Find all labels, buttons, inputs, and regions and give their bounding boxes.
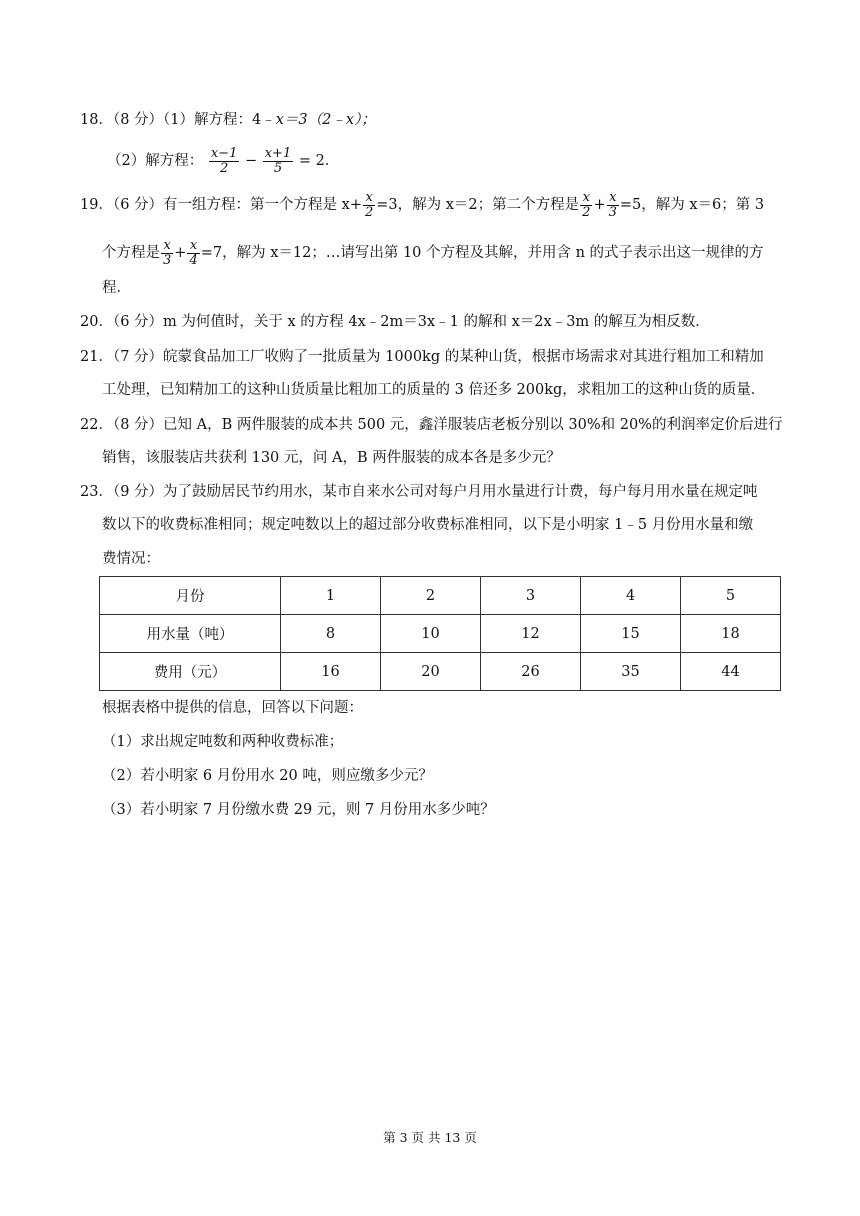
table-row xyxy=(100,577,781,615)
q19-line1: 19．（6 分）有一组方程：第一个方程是 x+ $\frac{x}{2}$ =3，解为 x＝2；第二个方程是 $\frac{x}{2}$ + $\frac{x}{3}$ =5，解为 x＝6；第 3 xyxy=(80,189,765,220)
table-cell: 16 xyxy=(281,653,381,691)
q23-sub2: （2）若小明家 6 月份用水 20 吨，则应缴多少元？ xyxy=(102,768,433,784)
table-cell: 费用（元） xyxy=(100,653,281,691)
q23-line3: 费情况： xyxy=(102,551,160,567)
q18-line1 xyxy=(80,110,376,130)
table-cell: 月份 xyxy=(100,577,281,615)
table-cell: 1 xyxy=(281,577,381,615)
q18-label: 18．（8 分）（1）解方程：4﹣ xyxy=(80,112,276,128)
q18-sub2-label: （2）解方程： xyxy=(107,153,204,169)
q19-frac-b: $\frac{x}{2}$ xyxy=(582,189,591,220)
q21-line2: 工处理，已知精加工的这种山货质量比粗加工的质量的 3 倍还多 200kg，求粗加工的这种山货的质量． xyxy=(102,382,766,398)
table-cell: 18 xyxy=(681,615,781,653)
q22-line1: 22．（8 分）已知 A，B 两件服装的成本共 500 元，鑫洋服装店老板分别以 30%和 20%的利润率定价后进行 xyxy=(80,417,783,433)
table-cell: 20 xyxy=(381,653,481,691)
table-row xyxy=(100,653,781,691)
q18-line2: （2）解方程： $\frac{x-1}{2}$ − $\frac{x+1}{5}$ = 2． xyxy=(107,145,340,176)
table-cell: 8 xyxy=(281,615,381,653)
table-cell: 用水量（吨） xyxy=(100,615,281,653)
q19-line2: 个方程是 $\frac{x}{3}$ + $\frac{x}{4}$ =7，解为 x＝12；…请写出第 10 个方程及其解，并用含 n 的式子表示出这一规律的方 xyxy=(102,237,764,268)
q22-line2: 销售，该服装店共获利 130 元，问 A，B 两件服装的成本各是多少元？ xyxy=(102,450,561,466)
q18-frac1: $\frac{x-1}{2}$ xyxy=(210,145,238,176)
table-row xyxy=(100,615,781,653)
q23-after-table: 根据表格中提供的信息，回答以下问题： xyxy=(102,700,363,716)
q19-frac-a: $\frac{x}{2}$ xyxy=(364,189,374,220)
q23-line2: 数以下的收费标准相同；规定吨数以上的超过部分收费标准相同，以下是小明家 1﹣5 月份用水量和缴 xyxy=(102,517,754,533)
table-cell: 35 xyxy=(581,653,681,691)
q19-line3: 程． xyxy=(102,280,131,296)
table-cell: 4 xyxy=(581,577,681,615)
q20-text: 20．（6 分）m 为何值时，关于 x 的方程 4x﹣2m＝3x﹣1 的解和 x＝2x﹣3m 的解互为相反数． xyxy=(80,314,710,330)
water-usage-table xyxy=(99,576,781,691)
q21-line1: 21．（7 分）皖蒙食品加工厂收购了一批质量为 1000kg 的某种山货，根据市场需求对其进行粗加工和精加 xyxy=(80,349,764,365)
table-cell: 44 xyxy=(681,653,781,691)
q23-line1: 23．（9 分）为了鼓励居民节约用水，某市自来水公司对每户月用水量进行计费，每户每月用水量在规定吨 xyxy=(80,484,758,500)
table-cell: 2 xyxy=(381,577,481,615)
table-cell: 5 xyxy=(681,577,781,615)
q18-eq1: x＝3（2﹣x）； xyxy=(275,112,376,128)
q23-sub1: （1）求出规定吨数和两种收费标准； xyxy=(102,734,344,750)
q19-frac-d: $\frac{x}{3}$ xyxy=(163,237,172,268)
q19-frac-e: $\frac{x}{4}$ xyxy=(189,237,198,268)
table-cell: 15 xyxy=(581,615,681,653)
q23-sub3: （3）若小明家 7 月份缴水费 29 元，则 7 月份用水多少吨？ xyxy=(102,802,495,818)
table-cell: 12 xyxy=(481,615,581,653)
q18-frac2: $\frac{x+1}{5}$ xyxy=(264,145,292,176)
table-cell: 26 xyxy=(481,653,581,691)
page-footer: 第 3 页 共 13 页 xyxy=(383,1130,477,1145)
table-cell: 3 xyxy=(481,577,581,615)
q19-frac-c: $\frac{x}{3}$ xyxy=(608,189,617,220)
table-cell: 10 xyxy=(381,615,481,653)
